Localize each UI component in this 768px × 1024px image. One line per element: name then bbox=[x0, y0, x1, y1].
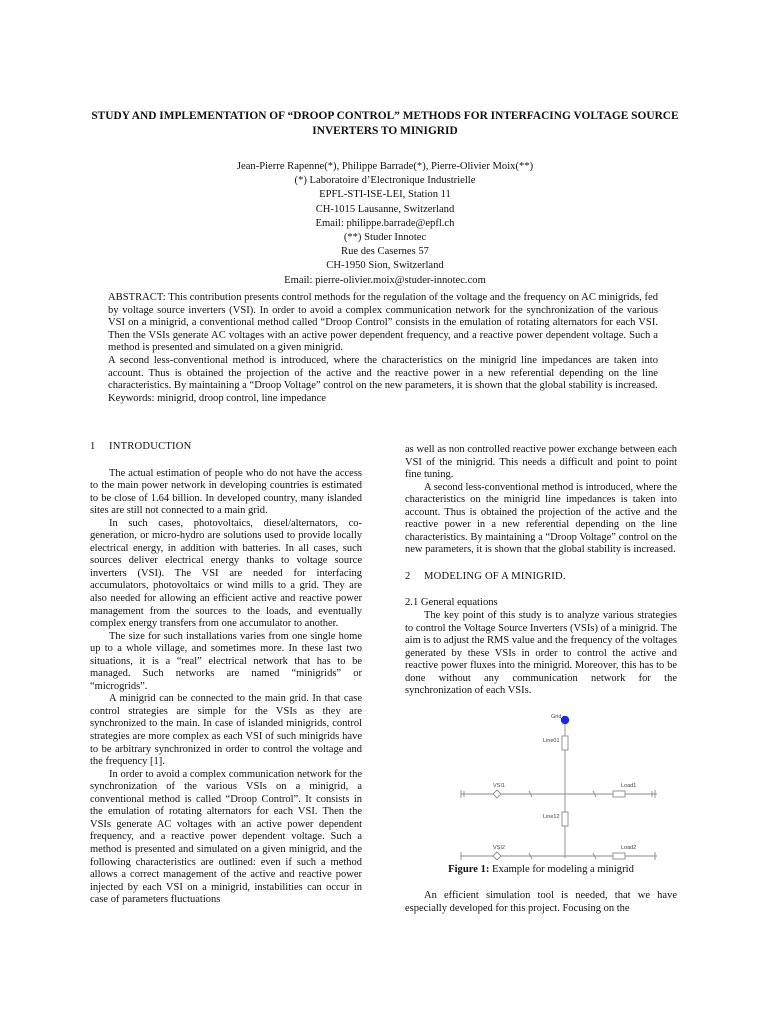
minigrid-schematic bbox=[417, 712, 657, 860]
author-line: Rue des Casernes 57 bbox=[341, 246, 429, 258]
figure-caption-text: Example for modeling a minigrid bbox=[489, 863, 634, 875]
line01-impedance bbox=[562, 736, 568, 750]
vsi2-label: VSI2 bbox=[493, 844, 505, 851]
body-paragraph: A minigrid can be connected to the main grid. In that case control strategies are simple for the VSIs as they are synchronized to the main. In case of islanded minigrids, control strategies are more complex as each VSI of such minigrids have to be arbitrary synchronized in order to control the voltage and the frequency [1]. bbox=[90, 693, 362, 768]
right-column bbox=[405, 444, 677, 915]
line12-label: Line12 bbox=[543, 813, 560, 820]
author-line: (*) Laboratoire d’Electronique Industrielle bbox=[294, 175, 476, 187]
body-paragraph: A second less-conventional method is introduced, where the characteristics on the minigrid line impedances is taken into account. Thus is obtained the projection of the active and the reactive power in a new referential depending on the line characteristics. By maintaining a “Droop Voltage” control on the new parameters, it is shown that the global stability is increased. bbox=[405, 481, 677, 556]
abstract-paragraph: A second less-conventional method is introduced, where the characteristics on the minigrid line impedances are taken into account. Thus is obtained the projection of the active and the reactive power in a new referential depending on the line characteristics. By maintaining a “Droop Voltage” control on the new parameters, it is shown that the global stability is increased. bbox=[108, 354, 658, 392]
subsection-heading: 2.1 General equations bbox=[405, 597, 498, 609]
section-number: 1 bbox=[90, 441, 96, 452]
load2-box bbox=[613, 853, 625, 859]
author-line: EPFL-STI-ISE-LEI, Station 11 bbox=[319, 189, 451, 201]
keywords: Keywords: minigrid, droop control, line impedance bbox=[108, 392, 327, 404]
author-line: CH-1015 Lausanne, Switzerland bbox=[315, 203, 455, 215]
paper-title: STUDY AND IMPLEMENTATION OF “DROOP CONTROL” METHODS FOR INTERFACING VOLTAGE SOURCE INVERTERS TO MINIGRID bbox=[91, 110, 679, 137]
author-email[interactable]: Email: pierre-olivier.moix@studer-innotec.com bbox=[284, 274, 486, 286]
author-line: Jean-Pierre Rapenne(*), Philippe Barrade(*), Pierre-Olivier Moix(**) bbox=[236, 161, 534, 172]
line01-label: Line01 bbox=[543, 737, 560, 744]
vsi1-label: VSI1 bbox=[493, 782, 505, 789]
vsi2-source bbox=[493, 852, 501, 860]
grid-label: Grid bbox=[551, 713, 562, 720]
minigrid-diagram bbox=[417, 712, 657, 860]
author-email[interactable]: Email: philippe.barrade@epfl.ch bbox=[315, 217, 455, 229]
section-heading-introduction bbox=[90, 441, 362, 454]
abstract bbox=[108, 292, 658, 405]
body-paragraph: The key point of this study is to analyze various strategies to control the Voltage Source Inverters (VSIs) of a minigrid. The aim is to adjust the RMS value and the frequency of the voltages generated by these VSIs in order to control the active and reactive power fluxes into the minigrid. Moreover, this has to be done without any communication network for the synchronization of each VSIs. bbox=[405, 610, 677, 697]
body-paragraph: The actual estimation of people who do not have the access to the main power network in developing countries is estimated to be close of 1.64 billion. In developed country, many islanded sites are still not connected to a main grid. bbox=[90, 467, 362, 517]
abstract-paragraph: ABSTRACT: This contribution presents control methods for the regulation of the voltage and the frequency on AC minigrids, fed by voltage source inverters (VSI). In order to avoid a complex communication network for the synchronization of the various VSI on a minigrid, a conventional method called “Droop Control” consists in the emulation of rotating alternators for each VSI. Then the VSIs generate AC voltages with an active power dependent frequency, and a reactive power dependent voltage. Such a method is presented and simulated on a given minigrid. bbox=[108, 292, 658, 354]
load1-box bbox=[613, 791, 625, 797]
body-paragraph: The size for such installations varies from one single home up to a whole village, and sometimes more. In these last two situations, it is a “real” electrical network that has to be managed. Such networks are named “minigrids” or “microgrids”. bbox=[90, 630, 362, 692]
section-number: 2 bbox=[405, 570, 411, 582]
author-line: CH-1950 Sion, Switzerland bbox=[326, 260, 444, 272]
figure-caption-label: Figure 1: bbox=[448, 863, 490, 875]
section-title: MODELING OF A MINIGRID. bbox=[424, 570, 566, 582]
author-line: (**) Studer Innotec bbox=[343, 232, 427, 244]
vsi1-source bbox=[493, 790, 501, 798]
figure-caption bbox=[405, 864, 677, 877]
author-block bbox=[150, 160, 620, 288]
section-heading-modeling bbox=[405, 571, 677, 584]
body-paragraph: In such cases, photovoltaics, diesel/alternators, co-generation, or micro-hydro are solutions used to provide locally electrical energy, in addition with batteries. In all cases, such sources deliver electrical energy thanks to voltage source inverters (VSI). The VSI are needed for interfacing accumulators, photovoltaics or wind mills to a grid. They are also needed for allowing an efficient active and reactive power management from the sources to the loads, and eventually complex energy transfers from one accumulator to another. bbox=[90, 517, 362, 630]
body-paragraph: as well as non controlled reactive power exchange between each VSI of the minigrid. This needs a difficult and point to point fine tuning. bbox=[405, 444, 677, 481]
body-paragraph: An efficient simulation tool is needed, that we have especially developed for this project. Focusing on the bbox=[405, 890, 677, 914]
line12-impedance bbox=[562, 812, 568, 826]
load2-label: Load2 bbox=[621, 844, 637, 851]
grid-node bbox=[561, 716, 569, 724]
section-title: INTRODUCTION bbox=[109, 441, 192, 452]
body-paragraph: In order to avoid a complex communication network for the synchronization of the various VSIs on a minigrid, a conventional method is called “Droop Control”. It consists in the emulation of rotating alternators for each VSI. Then the VSIs generate AC voltages with an active power dependent frequency, and a reactive power dependent voltage. Such a method is presented and simulated on a given minigrid, and the following characteristics are outlined: even if such a method allows a correct management of the active and reactive power injected by each VSI on a minigrid, instabilities can occur in case of parameters fluctuations bbox=[90, 768, 362, 906]
left-column bbox=[90, 441, 362, 907]
load1-label: Load1 bbox=[621, 782, 637, 789]
